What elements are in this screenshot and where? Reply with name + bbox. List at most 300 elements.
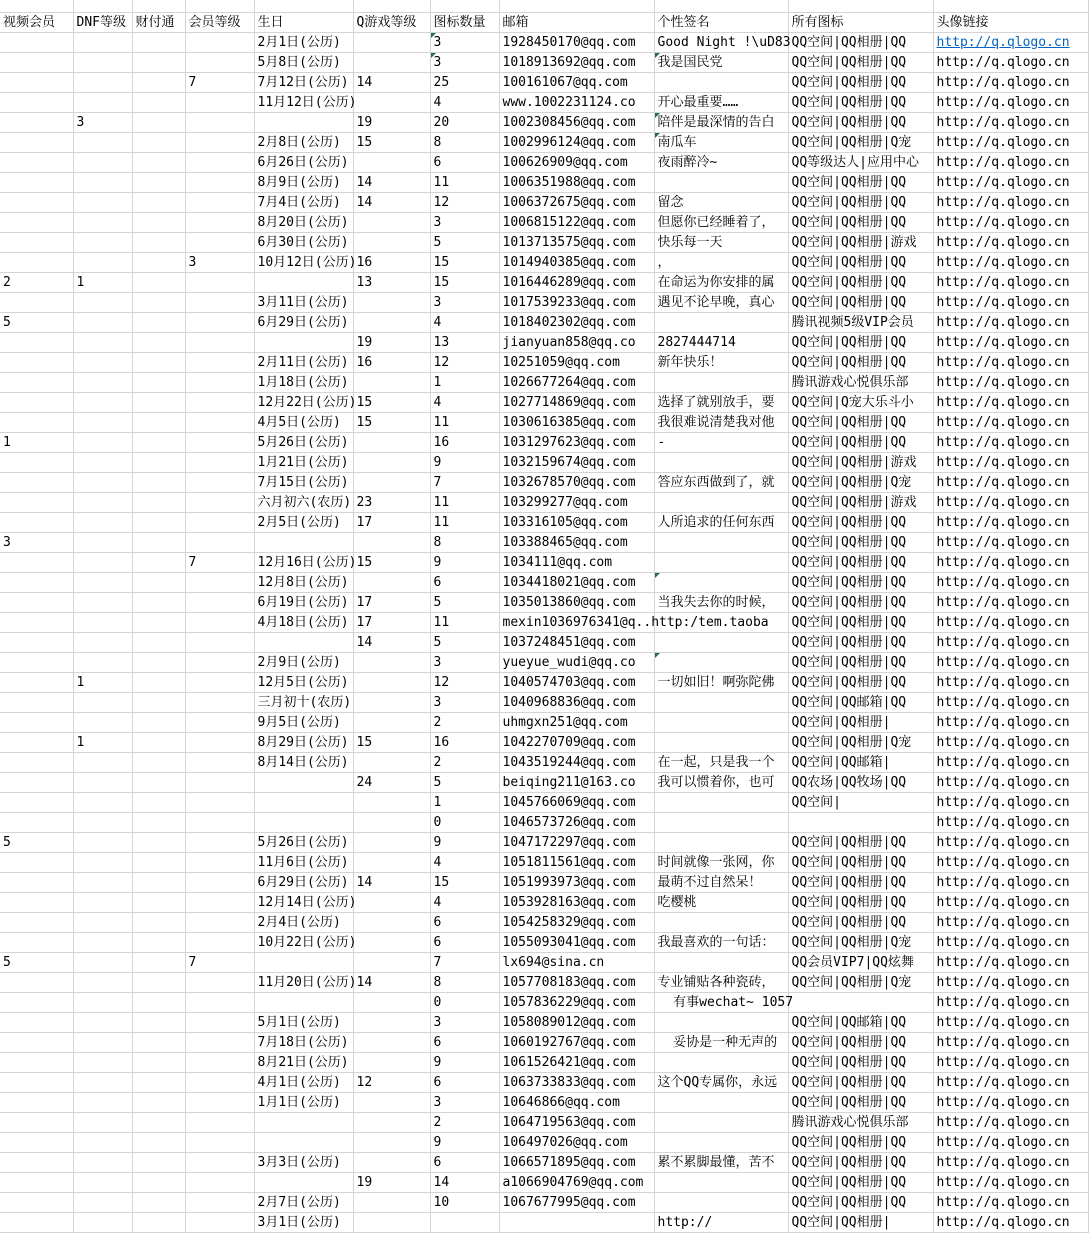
cell-avatar_link[interactable]: http://q.qlogo.cn	[933, 533, 1088, 553]
cell-avatar_link[interactable]: http://q.qlogo.cn	[933, 433, 1088, 453]
cell-tenpay[interactable]	[132, 493, 185, 513]
cell-vip_level[interactable]	[185, 373, 254, 393]
cell-avatar_link[interactable]: http://q.qlogo.cn	[933, 1193, 1088, 1213]
cell-dnf_level[interactable]: 3	[73, 113, 132, 133]
cell-tenpay[interactable]	[132, 773, 185, 793]
cell-birthday[interactable]: 2月9日(公历)	[254, 653, 353, 673]
cell-dnf_level[interactable]	[73, 873, 132, 893]
cell-qgame_level[interactable]: 14	[353, 73, 430, 93]
cell-icon_count[interactable]: 12	[430, 193, 499, 213]
cell-video_vip[interactable]	[0, 613, 73, 633]
cell-signature[interactable]: Good Night !\uD83	[654, 33, 788, 53]
cell-signature[interactable]	[654, 453, 788, 473]
cell-qgame_level[interactable]: 14	[353, 973, 430, 993]
cell-email[interactable]: 1016446289@qq.com	[499, 273, 654, 293]
cell-tenpay[interactable]	[132, 1113, 185, 1133]
cell-signature[interactable]	[654, 313, 788, 333]
cell-tenpay[interactable]	[132, 393, 185, 413]
cell-email[interactable]: 1061526421@qq.com	[499, 1053, 654, 1073]
cell-signature[interactable]: 吃樱桃	[654, 893, 788, 913]
cell-birthday[interactable]: 9月5日(公历)	[254, 713, 353, 733]
cell-video_vip[interactable]	[0, 93, 73, 113]
cell-avatar_link[interactable]: http://q.qlogo.cn	[933, 613, 1088, 633]
cell-signature[interactable]: 我很难说清楚我对他	[654, 413, 788, 433]
cell-tenpay[interactable]	[132, 1213, 185, 1233]
cell-birthday[interactable]: 12月14日(公历)	[254, 893, 353, 913]
cell-dnf_level[interactable]	[73, 413, 132, 433]
cell-avatar_link[interactable]: http://q.qlogo.cn	[933, 733, 1088, 753]
cell-avatar_link[interactable]: http://q.qlogo.cn	[933, 93, 1088, 113]
cell-avatar_link[interactable]: http://q.qlogo.cn	[933, 373, 1088, 393]
cell-vip_level-empty[interactable]	[185, 0, 254, 13]
cell-avatar_link[interactable]: http://q.qlogo.cn	[933, 73, 1088, 93]
header-all_icons[interactable]: 所有图标	[788, 13, 933, 33]
cell-dnf_level[interactable]: 1	[73, 733, 132, 753]
cell-video_vip[interactable]	[0, 633, 73, 653]
cell-birthday[interactable]: 1月18日(公历)	[254, 373, 353, 393]
cell-birthday[interactable]: 6月29日(公历)	[254, 313, 353, 333]
cell-email[interactable]: mexin1036976341@q..http:/tem.taoba	[499, 613, 654, 633]
cell-vip_level[interactable]	[185, 1013, 254, 1033]
cell-tenpay[interactable]	[132, 93, 185, 113]
cell-video_vip[interactable]	[0, 513, 73, 533]
cell-birthday[interactable]	[254, 773, 353, 793]
cell-avatar_link[interactable]: http://q.qlogo.cn	[933, 413, 1088, 433]
cell-all_icons[interactable]: QQ空间|QQ邮箱|QQ	[788, 693, 933, 713]
cell-video_vip[interactable]	[0, 853, 73, 873]
cell-avatar_link[interactable]: http://q.qlogo.cn	[933, 1133, 1088, 1153]
cell-signature[interactable]: 留念	[654, 193, 788, 213]
cell-signature[interactable]: 快乐每一天	[654, 233, 788, 253]
cell-vip_level[interactable]	[185, 633, 254, 653]
cell-email[interactable]: 1055093041@qq.com	[499, 933, 654, 953]
cell-avatar_link[interactable]: http://q.qlogo.cn	[933, 253, 1088, 273]
cell-qgame_level[interactable]	[353, 993, 430, 1013]
cell-avatar_link[interactable]: http://q.qlogo.cn	[933, 573, 1088, 593]
cell-video_vip[interactable]	[0, 1053, 73, 1073]
cell-avatar_link[interactable]: http://q.qlogo.cn	[933, 1153, 1088, 1173]
cell-video_vip[interactable]: 5	[0, 953, 73, 973]
cell-vip_level[interactable]	[185, 993, 254, 1013]
cell-birthday[interactable]: 10月12日(公历)	[254, 253, 353, 273]
cell-signature[interactable]	[654, 373, 788, 393]
cell-birthday[interactable]: 2月7日(公历)	[254, 1193, 353, 1213]
cell-avatar_link[interactable]: http://q.qlogo.cn	[933, 1073, 1088, 1093]
cell-qgame_level[interactable]: 15	[353, 413, 430, 433]
cell-avatar_link[interactable]: http://q.qlogo.cn	[933, 513, 1088, 533]
cell-birthday[interactable]: 8月21日(公历)	[254, 1053, 353, 1073]
cell-qgame_level[interactable]	[353, 673, 430, 693]
cell-qgame_level[interactable]: 24	[353, 773, 430, 793]
cell-birthday[interactable]: 11月12日(公历)	[254, 93, 353, 113]
cell-signature[interactable]	[654, 833, 788, 853]
cell-all_icons[interactable]: QQ空间|QQ邮箱|QQ	[788, 1013, 933, 1033]
cell-qgame_level[interactable]	[353, 373, 430, 393]
cell-vip_level[interactable]	[185, 1093, 254, 1113]
cell-video_vip[interactable]	[0, 1073, 73, 1093]
cell-signature[interactable]	[654, 173, 788, 193]
cell-signature[interactable]	[654, 693, 788, 713]
cell-signature[interactable]: 妥协是一种无声的	[654, 1033, 788, 1053]
cell-video_vip[interactable]	[0, 933, 73, 953]
cell-birthday[interactable]: 1月21日(公历)	[254, 453, 353, 473]
cell-tenpay[interactable]	[132, 973, 185, 993]
cell-icon_count[interactable]: 4	[430, 893, 499, 913]
cell-email[interactable]: 1053928163@qq.com	[499, 893, 654, 913]
cell-birthday[interactable]	[254, 273, 353, 293]
cell-icon_count[interactable]: 3	[430, 33, 499, 53]
cell-signature[interactable]	[654, 1053, 788, 1073]
cell-all_icons[interactable]: QQ空间|QQ相册|QQ	[788, 673, 933, 693]
cell-icon_count[interactable]: 4	[430, 93, 499, 113]
cell-all_icons[interactable]: QQ空间|QQ相册|QQ	[788, 533, 933, 553]
cell-signature[interactable]	[654, 633, 788, 653]
cell-birthday[interactable]: 8月29日(公历)	[254, 733, 353, 753]
cell-qgame_level[interactable]: 15	[353, 133, 430, 153]
cell-video_vip[interactable]	[0, 1033, 73, 1053]
cell-birthday[interactable]: 5月1日(公历)	[254, 1013, 353, 1033]
cell-all_icons[interactable]: QQ空间|	[788, 793, 933, 813]
cell-all_icons[interactable]: QQ空间|QQ相册|QQ	[788, 413, 933, 433]
cell-birthday[interactable]	[254, 533, 353, 553]
cell-icon_count[interactable]: 0	[430, 993, 499, 1013]
cell-birthday[interactable]: 11月6日(公历)	[254, 853, 353, 873]
cell-email[interactable]: 1928450170@qq.com	[499, 33, 654, 53]
cell-dnf_level[interactable]	[73, 973, 132, 993]
cell-email[interactable]: 106497026@qq.com	[499, 1133, 654, 1153]
cell-avatar_link[interactable]: http://q.qlogo.cn	[933, 933, 1088, 953]
cell-email[interactable]: 1035013860@qq.com	[499, 593, 654, 613]
cell-tenpay[interactable]	[132, 313, 185, 333]
cell-avatar_link[interactable]: http://q.qlogo.cn	[933, 1093, 1088, 1113]
cell-dnf_level[interactable]	[73, 693, 132, 713]
cell-signature[interactable]	[654, 1133, 788, 1153]
cell-video_vip[interactable]	[0, 1213, 73, 1233]
cell-qgame_level[interactable]	[353, 713, 430, 733]
cell-email[interactable]: 1051811561@qq.com	[499, 853, 654, 873]
cell-video_vip[interactable]: 5	[0, 833, 73, 853]
cell-signature[interactable]: 累不累脚最懂，苦不	[654, 1153, 788, 1173]
cell-icon_count[interactable]: 6	[430, 1073, 499, 1093]
cell-tenpay[interactable]	[132, 1033, 185, 1053]
cell-email[interactable]: 103388465@qq.com	[499, 533, 654, 553]
cell-qgame_level[interactable]	[353, 853, 430, 873]
cell-signature[interactable]: 南瓜车	[654, 133, 788, 153]
cell-icon_count[interactable]: 10	[430, 1193, 499, 1213]
cell-tenpay[interactable]	[132, 1093, 185, 1113]
cell-video_vip[interactable]	[0, 253, 73, 273]
cell-vip_level[interactable]	[185, 1173, 254, 1193]
cell-video_vip[interactable]	[0, 473, 73, 493]
cell-tenpay[interactable]	[132, 753, 185, 773]
cell-all_icons[interactable]: QQ空间|QQ相册|QQ	[788, 293, 933, 313]
cell-avatar_link[interactable]: http://q.qlogo.cn	[933, 453, 1088, 473]
cell-all_icons[interactable]: QQ空间|QQ相册|QQ	[788, 1053, 933, 1073]
cell-icon_count[interactable]: 6	[430, 1033, 499, 1053]
cell-video_vip[interactable]	[0, 693, 73, 713]
cell-tenpay[interactable]	[132, 253, 185, 273]
cell-video_vip[interactable]	[0, 553, 73, 573]
cell-tenpay[interactable]	[132, 1153, 185, 1173]
cell-all_icons[interactable]: QQ空间|QQ相册|Q宠	[788, 133, 933, 153]
cell-email[interactable]: 1057836229@qq.com	[499, 993, 654, 1013]
cell-tenpay[interactable]	[132, 453, 185, 473]
cell-signature[interactable]: 我最喜欢的一句话：	[654, 933, 788, 953]
cell-all_icons-empty[interactable]	[788, 0, 933, 13]
cell-vip_level[interactable]	[185, 1053, 254, 1073]
cell-qgame_level[interactable]	[353, 913, 430, 933]
cell-icon_count[interactable]: 8	[430, 533, 499, 553]
cell-vip_level[interactable]	[185, 1213, 254, 1233]
cell-birthday[interactable]: 6月19日(公历)	[254, 593, 353, 613]
header-video_vip[interactable]: 视频会员	[0, 13, 73, 33]
cell-birthday[interactable]: 7月15日(公历)	[254, 473, 353, 493]
cell-dnf_level[interactable]	[73, 333, 132, 353]
cell-avatar_link[interactable]: http://q.qlogo.cn	[933, 913, 1088, 933]
cell-qgame_level[interactable]: 14	[353, 633, 430, 653]
cell-vip_level[interactable]	[185, 933, 254, 953]
cell-icon_count[interactable]: 6	[430, 913, 499, 933]
cell-tenpay[interactable]	[132, 873, 185, 893]
cell-dnf_level[interactable]: 1	[73, 273, 132, 293]
cell-video_vip[interactable]	[0, 1133, 73, 1153]
cell-dnf_level[interactable]	[73, 613, 132, 633]
cell-tenpay[interactable]	[132, 633, 185, 653]
cell-vip_level[interactable]	[185, 533, 254, 553]
cell-birthday[interactable]: 6月30日(公历)	[254, 233, 353, 253]
cell-tenpay[interactable]	[132, 893, 185, 913]
cell-all_icons[interactable]: QQ空间|QQ相册|QQ	[788, 213, 933, 233]
cell-dnf_level[interactable]	[73, 473, 132, 493]
cell-birthday[interactable]	[254, 633, 353, 653]
cell-tenpay[interactable]	[132, 1013, 185, 1033]
cell-icon_count[interactable]: 11	[430, 413, 499, 433]
cell-vip_level[interactable]	[185, 93, 254, 113]
cell-all_icons[interactable]: QQ空间|QQ相册|Q宠	[788, 933, 933, 953]
cell-all_icons[interactable]: QQ空间|QQ相册|QQ	[788, 1033, 933, 1053]
cell-birthday[interactable]: 2月11日(公历)	[254, 353, 353, 373]
cell-video_vip[interactable]	[0, 753, 73, 773]
cell-icon_count[interactable]: 3	[430, 1093, 499, 1113]
cell-email[interactable]: 1018402302@qq.com	[499, 313, 654, 333]
cell-all_icons[interactable]: QQ空间|QQ相册|QQ	[788, 113, 933, 133]
cell-icon_count[interactable]: 25	[430, 73, 499, 93]
cell-tenpay[interactable]	[132, 433, 185, 453]
cell-icon_count[interactable]: 11	[430, 493, 499, 513]
cell-dnf_level[interactable]	[73, 1113, 132, 1133]
cell-email[interactable]: 1006372675@qq.com	[499, 193, 654, 213]
cell-dnf_level[interactable]	[73, 193, 132, 213]
cell-dnf_level[interactable]	[73, 653, 132, 673]
cell-dnf_level[interactable]	[73, 593, 132, 613]
cell-icon_count[interactable]: 3	[430, 213, 499, 233]
cell-signature[interactable]	[654, 1173, 788, 1193]
cell-vip_level[interactable]	[185, 133, 254, 153]
cell-video_vip[interactable]	[0, 73, 73, 93]
cell-vip_level[interactable]	[185, 393, 254, 413]
cell-all_icons[interactable]: QQ空间|QQ相册|QQ	[788, 913, 933, 933]
header-tenpay[interactable]: 财付通	[132, 13, 185, 33]
cell-avatar_link[interactable]: http://q.qlogo.cn	[933, 1113, 1088, 1133]
cell-icon_count[interactable]: 9	[430, 453, 499, 473]
cell-birthday[interactable]: 2月8日(公历)	[254, 133, 353, 153]
cell-tenpay[interactable]	[132, 293, 185, 313]
cell-qgame_level[interactable]	[353, 693, 430, 713]
cell-vip_level[interactable]: 7	[185, 553, 254, 573]
cell-qgame_level[interactable]	[353, 53, 430, 73]
cell-video_vip[interactable]	[0, 373, 73, 393]
cell-qgame_level[interactable]: 14	[353, 193, 430, 213]
cell-birthday[interactable]: 5月8日(公历)	[254, 53, 353, 73]
cell-video_vip[interactable]	[0, 353, 73, 373]
cell-email[interactable]: 1026677264@qq.com	[499, 373, 654, 393]
cell-video_vip[interactable]	[0, 713, 73, 733]
cell-qgame_level[interactable]	[353, 93, 430, 113]
cell-signature[interactable]: 这个QQ专属你，永远	[654, 1073, 788, 1093]
cell-all_icons[interactable]: 腾讯视频5级VIP会员	[788, 313, 933, 333]
cell-signature[interactable]: 最萌不过自然呆！	[654, 873, 788, 893]
cell-video_vip[interactable]	[0, 393, 73, 413]
cell-email[interactable]: 1034418021@qq.com	[499, 573, 654, 593]
cell-all_icons[interactable]	[788, 993, 933, 1013]
cell-video_vip[interactable]	[0, 913, 73, 933]
cell-video_vip[interactable]	[0, 453, 73, 473]
cell-dnf_level[interactable]	[73, 553, 132, 573]
cell-dnf_level[interactable]	[73, 1013, 132, 1033]
cell-email[interactable]: 1042270709@qq.com	[499, 733, 654, 753]
cell-qgame_level[interactable]	[353, 573, 430, 593]
cell-qgame_level[interactable]: 14	[353, 873, 430, 893]
cell-email[interactable]: 1002308456@qq.com	[499, 113, 654, 133]
cell-avatar_link[interactable]: http://q.qlogo.cn	[933, 673, 1088, 693]
cell-video_vip[interactable]	[0, 53, 73, 73]
cell-avatar_link[interactable]: http://q.qlogo.cn	[933, 713, 1088, 733]
cell-all_icons[interactable]: QQ空间|QQ相册|QQ	[788, 853, 933, 873]
cell-video_vip[interactable]	[0, 593, 73, 613]
cell-dnf_level-empty[interactable]	[73, 0, 132, 13]
cell-qgame_level[interactable]: 15	[353, 393, 430, 413]
cell-icon_count[interactable]: 15	[430, 253, 499, 273]
cell-qgame_level[interactable]: 17	[353, 613, 430, 633]
cell-icon_count[interactable]: 0	[430, 813, 499, 833]
cell-all_icons[interactable]: QQ空间|QQ相册|QQ	[788, 193, 933, 213]
cell-email[interactable]: 1043519244@qq.com	[499, 753, 654, 773]
cell-tenpay[interactable]	[132, 273, 185, 293]
cell-video_vip[interactable]	[0, 173, 73, 193]
cell-qgame_level[interactable]: 19	[353, 333, 430, 353]
cell-email[interactable]: 1034111@qq.com	[499, 553, 654, 573]
cell-signature[interactable]	[654, 653, 788, 673]
cell-vip_level[interactable]	[185, 1033, 254, 1053]
cell-avatar_link[interactable]: http://q.qlogo.cn	[933, 1173, 1088, 1193]
cell-dnf_level[interactable]	[73, 493, 132, 513]
cell-tenpay[interactable]	[132, 653, 185, 673]
cell-avatar_link[interactable]: http://q.qlogo.cn	[933, 173, 1088, 193]
cell-qgame_level[interactable]	[353, 893, 430, 913]
cell-icon_count[interactable]: 3	[430, 293, 499, 313]
cell-signature[interactable]: 在命运为你安排的属	[654, 273, 788, 293]
cell-dnf_level[interactable]	[73, 533, 132, 553]
cell-signature[interactable]: 但愿你已经睡着了，	[654, 213, 788, 233]
cell-dnf_level[interactable]	[73, 173, 132, 193]
cell-qgame_level[interactable]	[353, 753, 430, 773]
cell-dnf_level[interactable]	[73, 893, 132, 913]
cell-signature[interactable]	[654, 813, 788, 833]
cell-video_vip[interactable]	[0, 213, 73, 233]
cell-qgame_level[interactable]	[353, 1153, 430, 1173]
cell-email[interactable]: 1057708183@qq.com	[499, 973, 654, 993]
cell-icon_count[interactable]: 1	[430, 793, 499, 813]
cell-birthday[interactable]: 4月5日(公历)	[254, 413, 353, 433]
cell-email[interactable]: 1064719563@qq.com	[499, 1113, 654, 1133]
cell-email[interactable]: 1006815122@qq.com	[499, 213, 654, 233]
cell-dnf_level[interactable]: 1	[73, 673, 132, 693]
cell-all_icons[interactable]: QQ空间|QQ相册|QQ	[788, 1173, 933, 1193]
cell-signature[interactable]	[654, 913, 788, 933]
cell-qgame_level[interactable]	[353, 793, 430, 813]
header-icon_count[interactable]: 图标数量	[430, 13, 499, 33]
cell-icon_count[interactable]: 3	[430, 53, 499, 73]
cell-video_vip[interactable]	[0, 1013, 73, 1033]
cell-video_vip[interactable]	[0, 1093, 73, 1113]
cell-tenpay[interactable]	[132, 613, 185, 633]
cell-tenpay[interactable]	[132, 693, 185, 713]
cell-tenpay[interactable]	[132, 853, 185, 873]
cell-avatar_link[interactable]: http://q.qlogo.cn	[933, 793, 1088, 813]
cell-birthday[interactable]: 3月3日(公历)	[254, 1153, 353, 1173]
cell-avatar_link[interactable]: http://q.qlogo.cn	[933, 693, 1088, 713]
cell-dnf_level[interactable]	[73, 793, 132, 813]
cell-icon_count-empty[interactable]	[430, 0, 499, 13]
cell-video_vip[interactable]	[0, 873, 73, 893]
cell-birthday[interactable]	[254, 1133, 353, 1153]
cell-email[interactable]: 1060192767@qq.com	[499, 1033, 654, 1053]
cell-all_icons[interactable]: QQ空间|QQ相册|QQ	[788, 633, 933, 653]
cell-dnf_level[interactable]	[73, 1053, 132, 1073]
cell-email[interactable]: 1002996124@qq.com	[499, 133, 654, 153]
cell-all_icons[interactable]: QQ空间|QQ相册|QQ	[788, 1133, 933, 1153]
cell-email[interactable]	[499, 1213, 654, 1233]
cell-signature[interactable]: 陪伴是最深情的告白	[654, 113, 788, 133]
cell-video_vip[interactable]	[0, 773, 73, 793]
cell-all_icons[interactable]: QQ空间|QQ相册|QQ	[788, 173, 933, 193]
cell-signature[interactable]: http://	[654, 1213, 788, 1233]
cell-email[interactable]: 1013713575@qq.com	[499, 233, 654, 253]
cell-signature[interactable]	[654, 793, 788, 813]
cell-all_icons[interactable]: QQ空间|QQ相册|QQ	[788, 353, 933, 373]
cell-avatar_link[interactable]: http://q.qlogo.cn	[933, 973, 1088, 993]
cell-qgame_level[interactable]: 15	[353, 733, 430, 753]
cell-icon_count[interactable]: 3	[430, 693, 499, 713]
cell-icon_count[interactable]: 3	[430, 1013, 499, 1033]
cell-video_vip[interactable]	[0, 1193, 73, 1213]
cell-all_icons[interactable]: QQ空间|QQ相册|QQ	[788, 873, 933, 893]
cell-tenpay[interactable]	[132, 1053, 185, 1073]
cell-all_icons[interactable]	[788, 813, 933, 833]
cell-vip_level[interactable]: 7	[185, 73, 254, 93]
cell-birthday-empty[interactable]	[254, 0, 353, 13]
cell-qgame_level[interactable]: 17	[353, 593, 430, 613]
cell-avatar_link-empty[interactable]	[933, 0, 1088, 13]
cell-birthday[interactable]	[254, 1113, 353, 1133]
cell-signature[interactable]	[654, 713, 788, 733]
cell-tenpay[interactable]	[132, 1173, 185, 1193]
cell-birthday[interactable]: 8月20日(公历)	[254, 213, 353, 233]
cell-all_icons[interactable]: QQ空间|QQ相册|	[788, 1213, 933, 1233]
cell-tenpay[interactable]	[132, 33, 185, 53]
cell-tenpay[interactable]	[132, 373, 185, 393]
cell-dnf_level[interactable]	[73, 213, 132, 233]
